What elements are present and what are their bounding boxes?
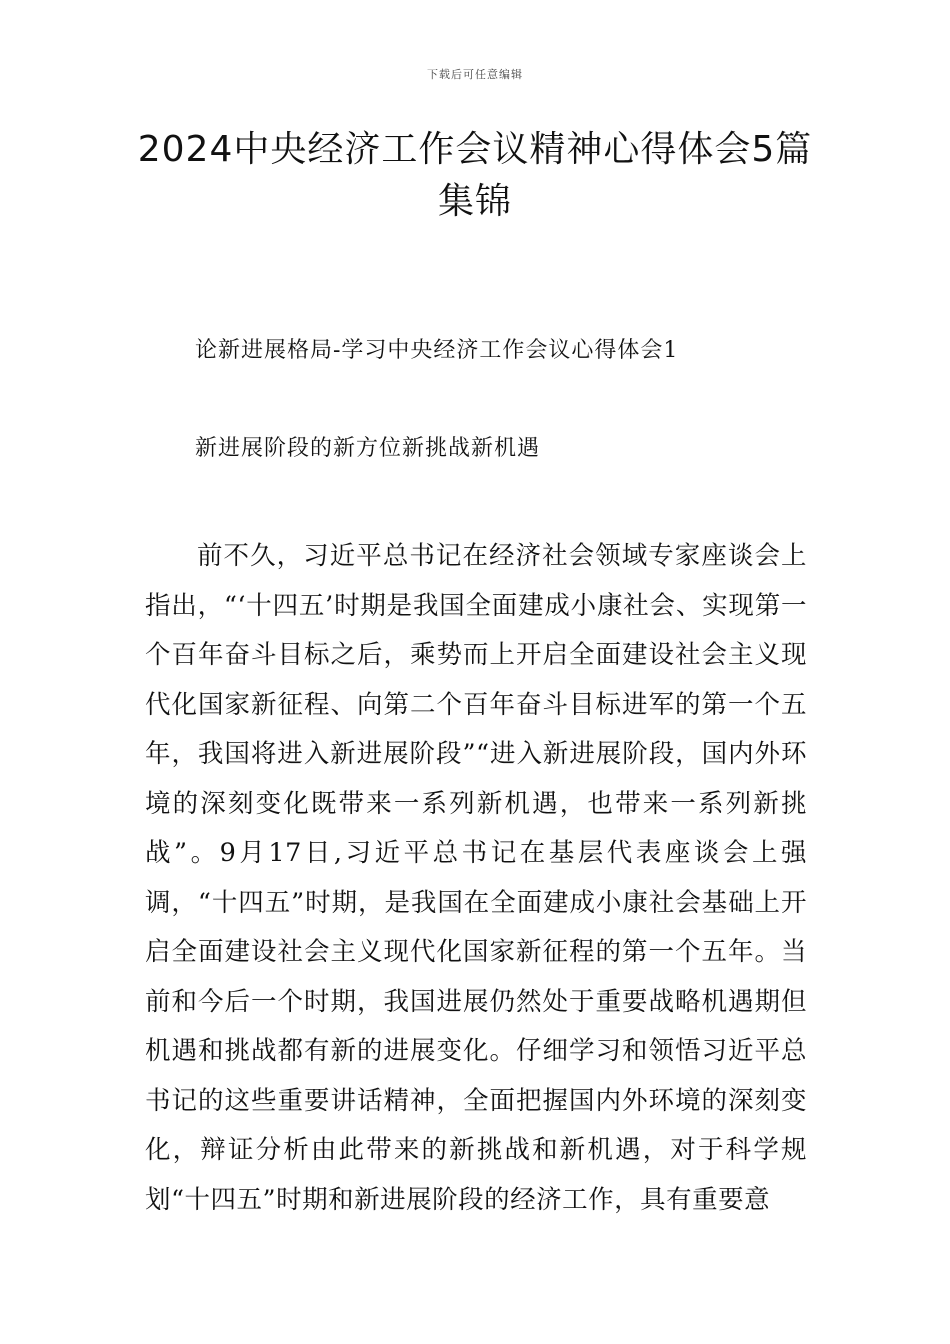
section-heading: 论新进展格局-学习中央经济工作会议心得体会1 — [195, 338, 679, 363]
header-note: 下载后可任意编辑 — [427, 68, 523, 81]
body-paragraph: 前不久，习近平总书记在经济社会领域专家座谈会上指出，“‘十四五’时期是我国全面建成小康社会、实现第一个百年奋斗目标之后，乘势而上开启全面建设社会主义现代化国家新征程、向第二个百年奋斗目标进军的第一个五年，我国将进入新进展阶段”“进入新进展阶段，国内外环境的深刻变化既带来一系列新机遇，也带来一系列新挑战”。9月17日,习近平总书记在基层代表座谈会上强调，“十四五”时期，是我国在全面建成小康社会基础上开启全面建设社会主义现代化国家新征程的第一个五年。当前和今后一个时期，我国进展仍然处于重要战略机遇期但机遇和挑战都有新的进展变化。仔细学习和领悟习近平总书记的这些重要讲话精神，全面把握国内外环境的深刻变化，辩证分析由此带来的新挑战和新机遇，对于科学规划“十四五”时期和新进展阶段的经济工作，具有重要意 — [145, 541, 807, 1215]
sub-heading: 新进展阶段的新方位新挑战新机遇 — [195, 436, 541, 461]
document-title: 2024中央经济工作会议精神心得体会5篇集锦 — [137, 129, 813, 222]
